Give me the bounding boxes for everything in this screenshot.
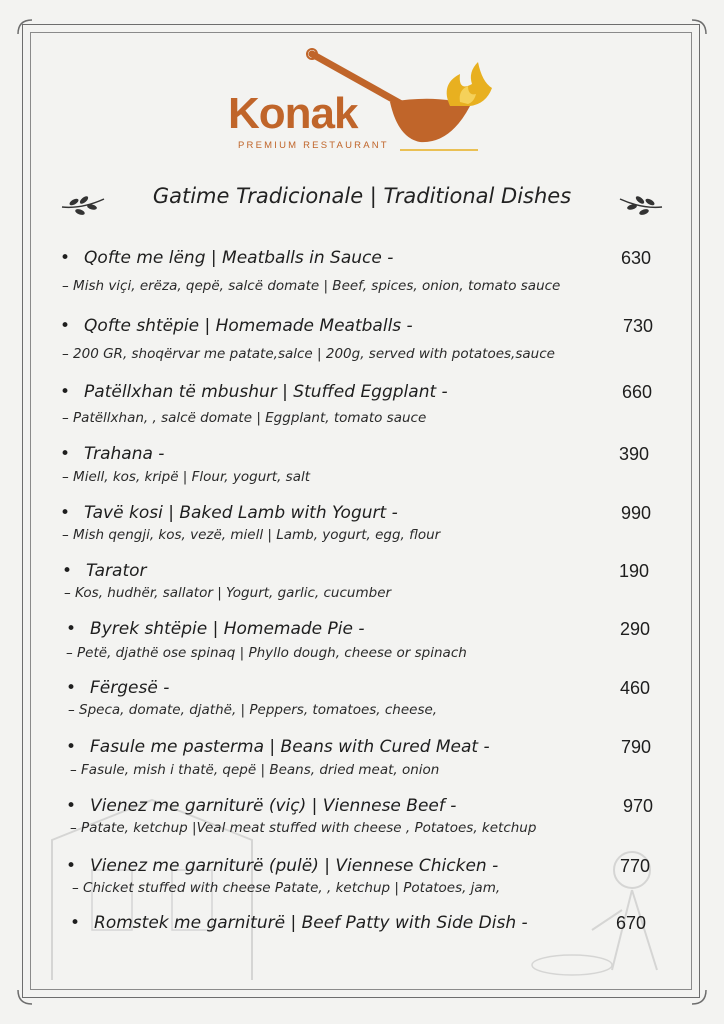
menu-item-description: – Speca, domate, djathë, | Peppers, tomatoes, cheese, <box>68 702 438 718</box>
menu-item-description: – Chicket stuffed with cheese Patate, , ketchup | Potatoes, jam, <box>72 880 501 896</box>
menu-item-price: 290 <box>619 619 651 639</box>
menu-item-name: • Trahana - <box>86 444 164 464</box>
section-title: Gatime Tradicionale | Traditional Dishes <box>152 184 572 208</box>
brand-tagline: PREMIUM RESTAURANT <box>238 140 389 151</box>
menu-item-name: • Vienez me garniturë (viç) | Viennese Beef - <box>92 796 456 816</box>
menu-item-name: • Tavë kosi | Baked Lamb with Yogurt - <box>86 503 398 523</box>
menu-item-name: • Tarator <box>88 561 147 581</box>
menu-item-description: – Mish viçi, erëza, qepë, salcë domate | Beef, spices, onion, tomato sauce <box>62 278 561 294</box>
menu-item-name: • Vienez me garniturë (pulë) | Viennese Chicken - <box>92 856 498 876</box>
brand-logo-text: Konak <box>228 89 358 138</box>
menu-item-description: – 200 GR, shoqërvar me patate,salce | 200g, served with potatoes,sauce <box>62 346 555 362</box>
menu-item-price: 460 <box>619 678 651 698</box>
menu-item-price: 660 <box>621 382 653 402</box>
menu-item-description: – Patate, ketchup |Veal meat stuffed with cheese , Potatoes, ketchup <box>70 820 537 836</box>
menu-item-name: • Byrek shtëpie | Homemade Pie - <box>92 619 365 639</box>
menu-item-name: • Fasule me pasterma | Beans with Cured Meat - <box>92 737 490 757</box>
menu-item-price: 190 <box>618 561 650 581</box>
menu-item-name: • Romstek me garniturë | Beef Patty with Side Dish - <box>96 913 528 933</box>
menu-item-name: • Qofte shtëpie | Homemade Meatballs - <box>86 316 413 336</box>
menu-item-name: • Qofte me lëng | Meatballs in Sauce - <box>86 248 393 268</box>
menu-item-name: • Patëllxhan të mbushur | Stuffed Eggplant - <box>86 382 448 402</box>
menu-item-description: – Miell, kos, kripë | Flour, yogurt, salt <box>62 469 311 485</box>
menu-item-name: • Fërgesë - <box>92 678 169 698</box>
menu-item-description: – Petë, djathë ose spinaq | Phyllo dough, cheese or spinach <box>66 645 467 661</box>
menu-item-description: – Fasule, mish i thatë, qepë | Beans, dried meat, onion <box>70 762 440 778</box>
menu-item-price: 670 <box>615 913 647 933</box>
menu-item-price: 730 <box>622 316 654 336</box>
menu-item-price: 970 <box>622 796 654 816</box>
menu-item-price: 630 <box>620 248 652 268</box>
menu-item-price: 990 <box>620 503 652 523</box>
menu-item-price: 770 <box>619 856 651 876</box>
menu-item-description: – Kos, hudhër, sallator | Yogurt, garlic, cucumber <box>64 585 392 601</box>
menu-item-price: 790 <box>620 737 652 757</box>
menu-item-description: – Mish qengji, kos, vezë, miell | Lamb, yogurt, egg, flour <box>62 527 441 543</box>
menu-item-price: 390 <box>618 444 650 464</box>
menu-item-description: – Patëllxhan, , salcë domate | Eggplant, tomato sauce <box>62 410 427 426</box>
